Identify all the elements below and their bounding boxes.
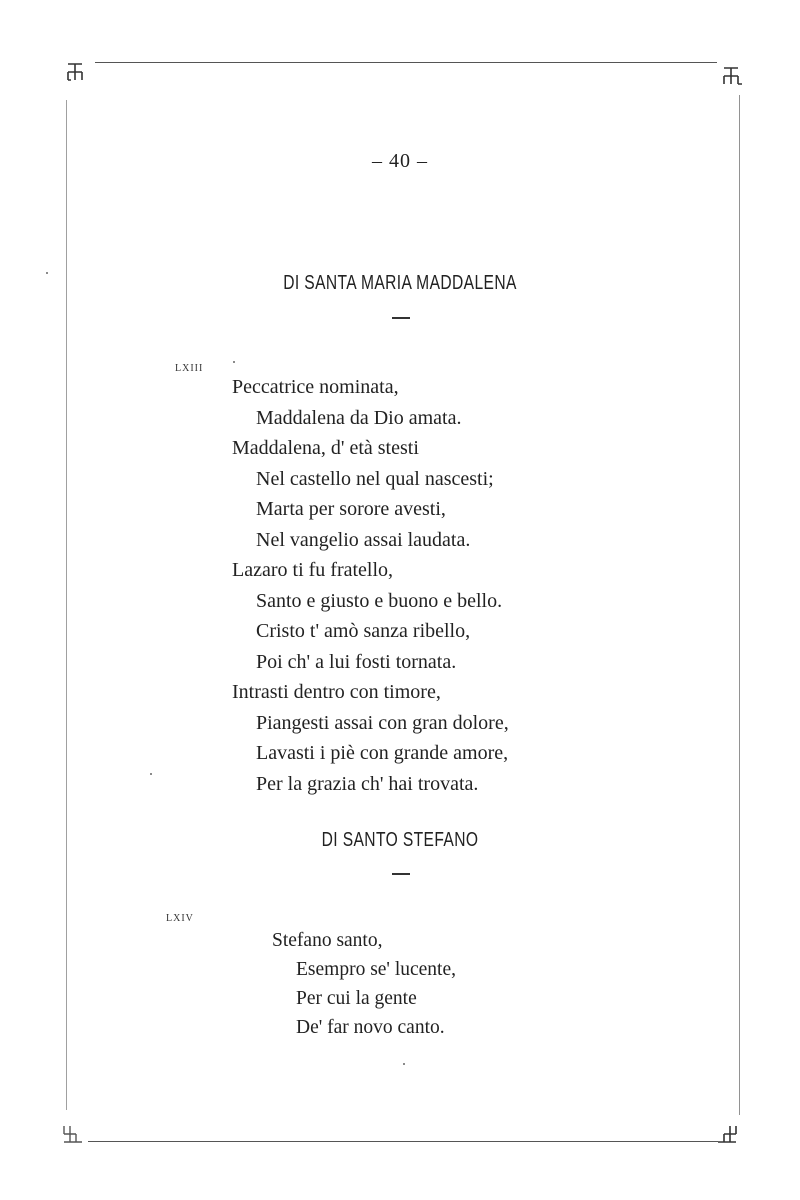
poem-stefano [272, 926, 456, 1042]
print-speck [403, 1063, 405, 1065]
verse-line: Marta per sorore avesti, [256, 498, 446, 520]
verse-line: Peccatrice nominata, [232, 376, 399, 398]
verse-line: Maddalena, d' età stesti [232, 437, 419, 459]
frame-bottom-border [88, 1141, 718, 1142]
corner-ornament-icon [60, 1122, 88, 1150]
verse-line: Lazaro ti fu fratello, [232, 559, 394, 581]
verse-line: Piangesti assai con gran dolore, [256, 711, 509, 734]
verse-line: Lavasti i piè con grande amore, [256, 742, 509, 764]
verse-line: Intrasti dentro con timore, [232, 681, 441, 703]
frame-left-border [66, 100, 67, 1110]
print-speck [150, 773, 152, 775]
section-title: DI SANTA MARIA MADDALENA [283, 272, 517, 294]
verse-line: Per la grazia ch' hai trovata. [256, 772, 479, 795]
verse-line: Stefano santo, [272, 930, 383, 951]
corner-ornament-icon [64, 58, 92, 86]
poem-number: LXIV [166, 913, 194, 924]
verse-line: Nel castello nel qual nascesti; [256, 467, 494, 490]
page-number: – 40 – [372, 150, 428, 172]
verse-line: Nel vangelio assai laudata. [256, 528, 471, 551]
print-speck [46, 272, 48, 274]
verse-line: Per cui la gente [296, 988, 417, 1009]
corner-ornament-icon [712, 1122, 740, 1150]
verse-line: Cristo t' amò sanza ribello, [256, 620, 471, 642]
frame-right-border [739, 95, 740, 1115]
verse-line: Santo e giusto e buono e bello. [256, 589, 503, 612]
verse-line: De' far novo canto. [296, 1017, 445, 1038]
print-speck [233, 361, 235, 363]
section-title: DI SANTO STEFANO [321, 829, 479, 851]
verse-line: Esempro se' lucente, [296, 959, 456, 980]
poem-maddalena [232, 372, 509, 799]
title-dash-divider [392, 873, 410, 875]
verse-line: Poi ch' a lui fosti tornata. [256, 650, 457, 673]
poem-number: LXIII [175, 363, 204, 374]
title-dash-divider [392, 317, 410, 319]
corner-ornament-icon [718, 64, 746, 92]
verse-line: Maddalena da Dio amata. [256, 406, 462, 429]
frame-top-border [95, 62, 717, 63]
